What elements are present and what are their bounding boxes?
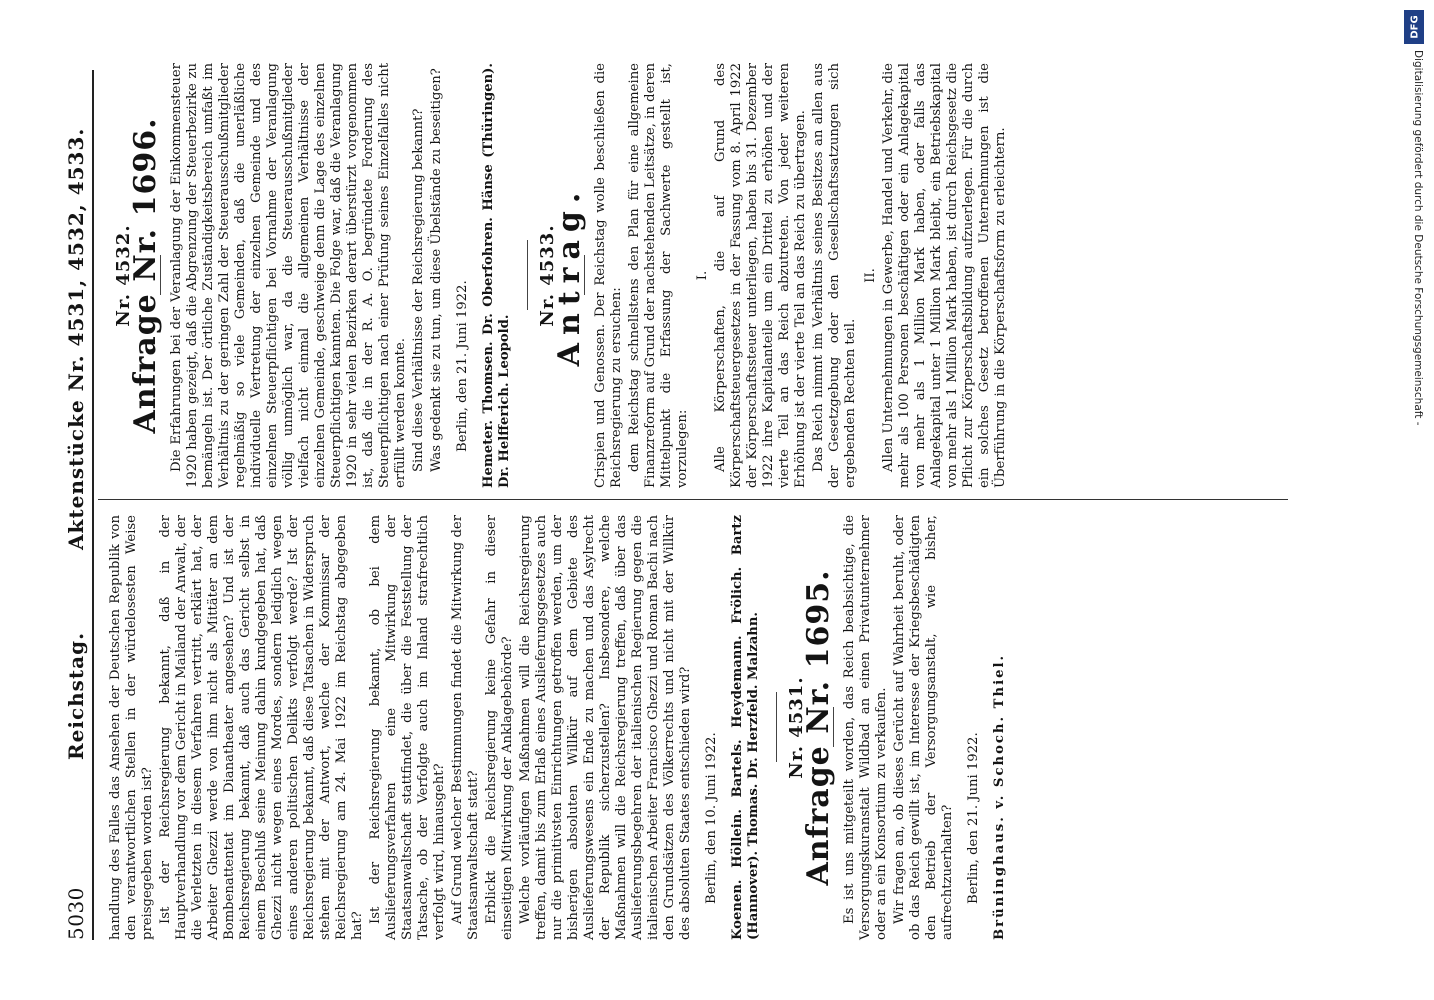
document-number: Nr. 4533.: [537, 224, 558, 327]
paragraph: handlung des Falles das Ansehen der Deutschen Republik von den verantwortlichen Stellen in der würdelosesten Weise preisgegeben worden ist?: [108, 515, 155, 940]
right-column: [108, 63, 1011, 488]
paragraph: Wir fragen an, ob dieses Gerücht auf Wahrheit beruht, oder ob das Reich gewillt ist, im Interesse der Kriegsbeschädigten den Betrieb der Versorgungsanstalt, wie bisher, aufrechtzuerhalten?: [892, 515, 955, 940]
paragraph: Ist der Reichsregierung bekannt, daß in der Hauptverhandlung vor dem Gericht in Mailand der Anwalt, der die Verletzten in diesem Verfahren vertritt, erklärt hat, der Arbeiter Ghezzi werde von ihm nicht als Mittäter an dem Bombenattentat im Dianatheater angesehen? Und ist der Reichsregierung bekannt, daß auch das Gericht selbst in einem Beschluß seine Meinung dahin kundgegeben hat, daß Ghezzi nicht wegen eines Mordes, sondern lediglich wegen eines anderen politischen Delikts verfolgt werde? Ist der Reichsregierung bekannt, daß diese Tatsachen in Widerspruch stehen mit der Antwort, welche der Kommissar der Reichsregierung am 24. Mai 1922 im Reichstag abgegeben hat?: [158, 515, 365, 940]
dfg-logo: [1404, 10, 1424, 44]
document-number: Nr. 4532.: [113, 224, 134, 327]
separator-rule: [527, 241, 528, 311]
document-title: Antrag.: [552, 184, 587, 367]
section-heading: I.: [695, 270, 710, 281]
paragraph: Erblickt die Reichsregierung keine Gefahr in dieser einseitigen Mitwirkung der Anklagebehörde?: [484, 515, 515, 940]
signatories: [992, 515, 1008, 940]
paragraph: Es ist uns mitgeteilt worden, das Reich beabsichtige, die Versorgungskuranstalt Wildbad an einen Privatunternehmer oder an ein Konsortium zu verkaufen.: [842, 515, 889, 940]
left-column: [108, 515, 1014, 940]
column-divider: [98, 499, 1288, 500]
dateline: Berlin, den 21. Juni 1922.: [966, 732, 981, 904]
signatories: [481, 63, 513, 488]
paragraph: Auf Grund welcher Bestimmungen findet die Mitwirkung der Staatsanwaltschaft statt?: [450, 515, 481, 940]
credit-text: Digitalisierung gefördert durch die Deutsche Forschungsgemeinschaft -: [1412, 50, 1424, 426]
running-header: [62, 70, 94, 940]
paragraph: Alle Körperschaften, die auf Grund des Körperschaftsteuergesetzes in der Fassung vom 8. April 1922 der Körperschaftssteuer unterliegen, haben bis 31. Dezember 1922 ihre Kapitalanteile um ein Drittel zu erhöhen und der vierte Teil an das Reich abzutreten. Von jeder weiteren Erhöhung ist der vierte Teil an das Reich zu übertragen.: [713, 63, 808, 488]
document-range: Aktenstücke Nr. 4531, 4532, 4533.: [64, 127, 88, 550]
dfg-logo-text: DFG: [1409, 15, 1421, 39]
paragraph: Allen Unternehmungen in Gewerbe, Handel und Verkehr, die mehr als 100 Personen beschäftigen oder ein Anlagekapital von mehr als 1 Million Mark haben, oder falls das Anlagekapital unter 1 Million Mark bleibt, ein Betriebskapital von mehr als 1 Million Mark haben, ist durch Reichsgesetz die Pflicht zur Körperschaftsbildung aufzuerlegen. Für die durch ein solches Gesetz betroffenen Unternehmungen ist die Überführung in die Körperschaftsform zu erleichtern.: [881, 63, 1008, 488]
document-title: Anfrage Nr. 1696.: [128, 117, 163, 434]
paragraph: Welche vorläufigen Maßnahmen will die Reichsregierung treffen, damit bis zum Erlaß eines Auslieferungsgesetzes auch nur die primitivsten Einrichtungen getroffen werden, um der bisherigen absoluten Willkür auf dem Gebiete des Auslieferungswesens ein Ende zu machen und das Asylrecht der Republik sicherzustellen? Insbesondere, welche Maßnahmen will die Reichsregierung treffen, daß über das Auslieferungsbegehren der italienischen Regierung gegen die italienischen Arbeiter Francisco Ghezzi und Roman Bachi nach den Grundsätzen des Völkerrechts und nicht mit der Willkür des absoluten Staates entschieden wird?: [518, 515, 693, 940]
paragraph: Das Reich nimmt im Verhältnis seines Besitzes an allen aus der Gesetzgebung oder den Gesellschaftssatzungen sich ergebenden Rechten teil.: [811, 63, 858, 488]
signatories-names: Koenen. Höllein. Bartels. Heydemann. Frölich. Bartz (Hannover). Thomas. Dr. Herzfeld. Malzahn.: [730, 515, 761, 940]
separator-rule: [776, 693, 777, 763]
paragraph: Ist der Reichsregierung bekannt, ob bei dem Auslieferungsverfahren eine Mitwirkung der Staatsanwaltschaft stattfindet, die über die Feststellung der Tatsache, ob der Verfolgte auch im Inland strafrechtlich verfolgt wird, hinausgeht?: [368, 515, 447, 940]
dateline: Berlin, den 10. Juni 1922.: [704, 732, 719, 904]
signatories-names: Hemeter. Thomsen. Dr. Oberfohren. Hänse (Thüringen). Dr. Helfferich. Leopold.: [481, 63, 512, 488]
document-title: Anfrage Nr. 1695.: [801, 569, 836, 886]
signatories-names: Brüninghaus. v. Schoch. Thiel.: [992, 653, 1007, 940]
dateline: Berlin, den 21. Juni 1922.: [455, 280, 470, 452]
paragraph: Sind diese Verhältnisse der Reichsregierung bekannt?: [411, 108, 426, 472]
page-number: 5030: [64, 887, 88, 940]
document-number: Nr. 4531.: [786, 676, 807, 779]
paragraph: dem Reichstag schnellstens den Plan für eine allgemeine Finanzreform auf Grund der nachstehenden Leitsätze, in deren Mittelpunkt die Erfassung der Sachwerte gestellt ist, vorzulegen:: [627, 63, 690, 488]
digitization-credit: [1402, 8, 1428, 992]
paragraph: Was gedenkt sie zu tun, um diese Übelstände zu beseitigen?: [429, 68, 444, 472]
journal-title: Reichstag.: [64, 631, 88, 760]
signatories: [730, 515, 762, 940]
section-heading: II.: [863, 268, 878, 283]
paragraph: Die Erfahrungen bei der Veranlagung der Einkommensteuer 1920 haben gezeigt, daß die Abgrenzung der Steuerbezirke zu bemängeln ist. Der örtliche Zuständigkeitsbereich umfaßt im Verhältnis zu der geringen Zahl der Steuerausschußmitglieder regelmäßig so viele Gemeinden, daß die unerläßliche individuelle Vertretung der einzelnen Gemeinde und des einzelnen Steuerpflichtigen bei Vornahme der Veranlagung völlig unmöglich war, da die Steuerausschußmitglieder vielfach nicht einmal die allgemeinen Verhältnisse der einzelnen Gemeinde, geschweige denn die Lage des einzelnen Steuerpflichtigen kannten. Die Folge war, daß die Veranlagung 1920 in sehr vielen Bezirken derart überstürzt vorgenommen ist, daß die in der R. A. O. begründete Forderung des Steuerpflichtigen nach einer Prüfung seines Einzelfalles nicht erfüllt werden konnte.: [169, 63, 408, 488]
paragraph: Crispien und Genossen. Der Reichstag wolle beschließen die Reichsregierung zu ersuchen:: [593, 63, 624, 488]
